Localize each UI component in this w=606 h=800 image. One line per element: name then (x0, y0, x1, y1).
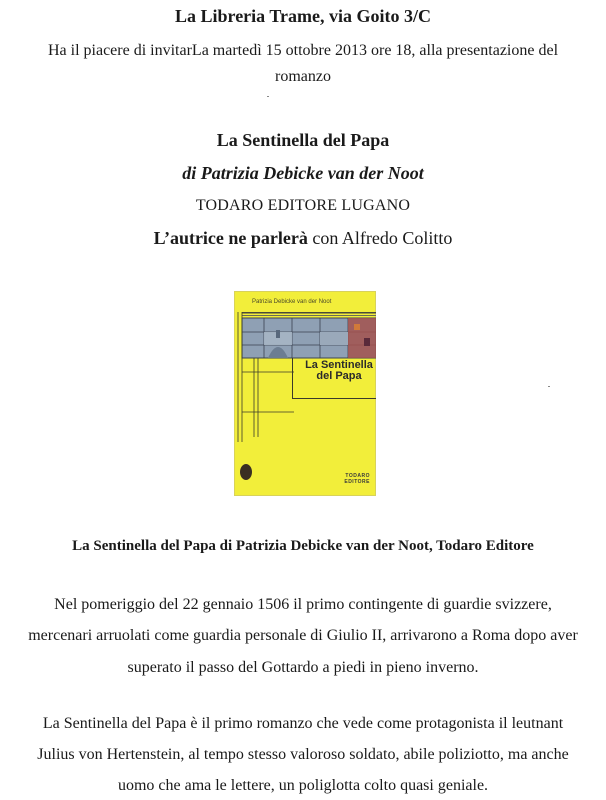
book-cover-image (234, 291, 376, 496)
header-title: La Libreria Trame, via Goito 3/C (175, 6, 431, 26)
paragraph-line: superato il passo del Gottardo a piedi in pieno inverno. (127, 659, 479, 676)
scan-speck (267, 96, 269, 97)
paragraph-line: uomo che ama le lettere, un poliglotta colto quasi geniale. (117, 777, 489, 794)
book-title: La Sentinella del Papa (216, 130, 390, 150)
scan-speck (548, 386, 550, 387)
speaker-prefix: L’autrice ne parlerà (153, 228, 308, 248)
paragraph-line: Nel pomeriggio del 22 gennaio 1506 il primo contingente di guardie svizzere, (54, 596, 552, 613)
cover-publisher: TODARO EDITORE (344, 473, 370, 485)
publisher-name: TODARO EDITORE LUGANO (195, 197, 411, 214)
book-author: di Patrizia Debicke van der Noot (182, 163, 424, 183)
speaker-line (0, 228, 606, 249)
publisher-logo-icon (240, 464, 252, 480)
review-title: La Sentinella del Papa di Patrizia Debicke van der Noot, Todaro Editore (72, 538, 534, 554)
invitation-text-continued: romanzo (275, 68, 331, 85)
paragraph-line: mercenari arruolati come guardia personale di Giulio II, arrivarono a Roma dopo aver (28, 627, 578, 644)
cover-author: Patrizia Debicke van der Noot (252, 299, 332, 305)
invitation-text: Ha il piacere di invitarLa martedì 15 ottobre 2013 ore 18, alla presentazione del (47, 42, 559, 59)
speaker-suffix: con Alfredo Colitto (307, 228, 453, 248)
paragraph-line: Julius von Hertenstein, al tempo stesso valoroso soldato, abile poliziotto, ma anche (37, 746, 569, 763)
cover-title (302, 360, 376, 382)
cover-title-line2: del Papa (316, 370, 362, 382)
paragraph-line: La Sentinella del Papa è il primo romanzo che vede come protagonista il leutnant (42, 715, 564, 732)
cover-title-line1: La Sentinella (305, 359, 373, 371)
